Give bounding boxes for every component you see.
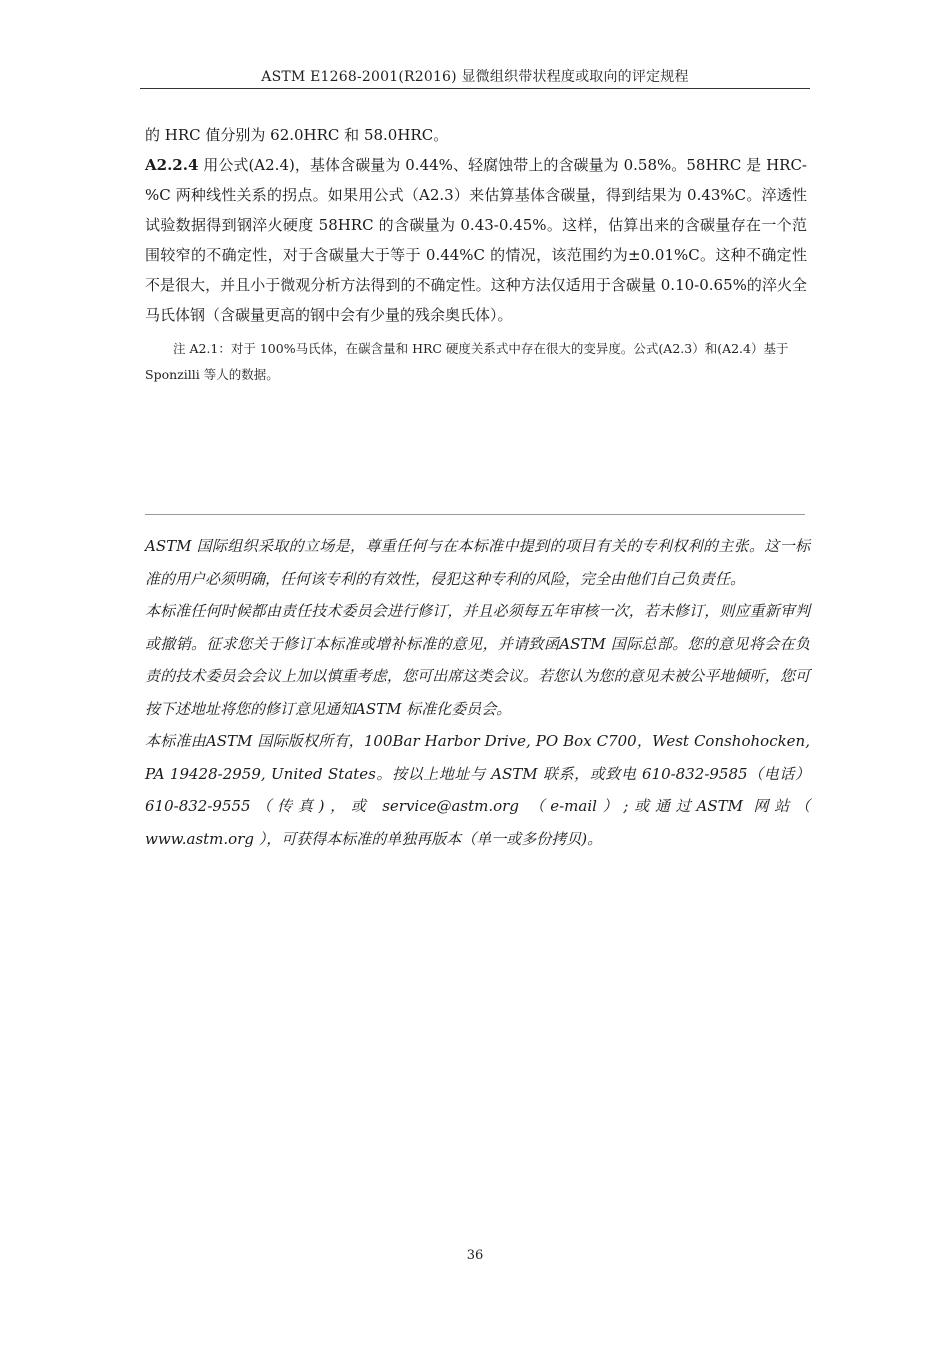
notice-patent: ASTM 国际组织采取的立场是，尊重任何与在本标准中提到的项目有关的专利权利的主张。这一标准的用户必须明确，任何该专利的有效性，侵犯这种专利的风险，完全由他们自己负责任。 <box>145 537 810 588</box>
page-number: 36 <box>466 1248 484 1263</box>
astm-notice <box>145 530 810 855</box>
header-rule <box>140 88 810 89</box>
notice-revision: 本标准任何时候都由责任技术委员会进行修订，并且必须每五年审核一次，若未修订，则应重新审判或撤销。征求您关于修订本标准或增补标准的意见，并请致函ASTM 国际总部。您的意见将会在负责的技术委员会会议上加以慎重考虑，您可出席这类会议。若您认为您的意见未被公平地倾听，您可按下述地址将您的修订意见通知ASTM 标准化委员会。 <box>145 602 810 718</box>
notice-copyright: 本标准由ASTM 国际版权所有，100Bar Harbor Drive, PO Box C700，West Conshohocken, PA 19428-2959, United States。按以上地址与 ASTM 联系，或致电 610-832-9585（电话）610-832-9555（传真)，或 service@astm.org （e-mail）;或通过ASTM 网站（ www.astm.org ），可获得本标准的单独再版本（单一或多份拷贝)。 <box>145 732 810 848</box>
section-text: 用公式(A2.4)，基体含碳量为 0.44%、轻腐蚀带上的含碳量为 0.58%。58HRC 是 HRC-%C 两种线性关系的拐点。如果用公式（A2.3）来估算基体含碳量，得到结果为 0.43%C。淬透性试验数据得到钢淬火硬度 58HRC 的含碳量为 0.43-0.45%。这样，估算出来的含碳量存在一个范围较窄的不确定性，对于含碳量大于等于 0.44%C 的情况，该范围约为±0.01%C。这种不确定性不是很大，并且小于微观分析方法得到的不确定性。这种方法仅适用于含碳量 0.10-0.65%的淬火全马氏体钢（含碳量更高的钢中会有少量的残余奥氏体）。 <box>145 156 807 324</box>
running-header: ASTM E1268-2001(R2016) 显微组织带状程度或取向的评定规程 <box>261 69 689 85</box>
notice-divider <box>145 514 805 515</box>
paragraph-continuation: 的 HRC 值分别为 62.0HRC 和 58.0HRC。 <box>145 126 449 144</box>
note-a2-1: 注 A2.1：对于 100%马氏体，在碳含量和 HRC 硬度关系式中存在很大的变异度。公式(A2.3）和(A2.4）基于 Sponzilli 等人的数据。 <box>145 341 789 382</box>
paragraph-a2-2-4 <box>145 150 807 330</box>
section-number: A2.2.4 <box>145 156 199 174</box>
main-content <box>145 120 807 388</box>
